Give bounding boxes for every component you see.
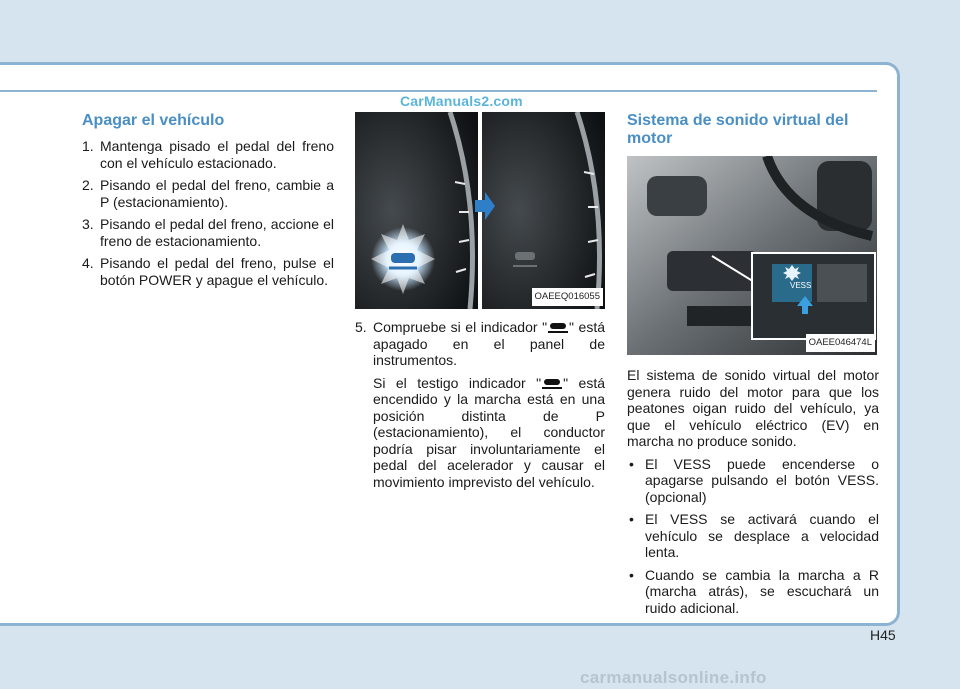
column-vess — [627, 112, 879, 622]
vess-bullet-2: • El VESS se activará cuando el vehículo se desplace a velocidad lenta. — [629, 511, 879, 560]
watermark-top[interactable]: CarManuals2.com — [400, 93, 523, 109]
vess-bullet-3: • Cuando se cambia la marcha a R (marcha atrás), se escuchará un ruido adicional. — [629, 566, 879, 616]
step-1: 1. Mantenga pisado el pedal del freno con el vehículo estacionado. — [82, 138, 334, 171]
step-4: 4. Pisando el pedal del freno, pulse el botón POWER y apague el vehículo. — [82, 255, 334, 288]
car-indicator-icon — [541, 377, 563, 390]
step-5: 5. Compruebe si el indicador " " está apagado en el panel de instrumentos. — [355, 319, 606, 368]
vess-bullet-1: • El VESS puede encenderse o apagarse pulsando el botón VESS. (opcional) — [629, 455, 879, 505]
vess-bullets — [627, 456, 879, 617]
cluster-figure — [355, 112, 605, 309]
step-2: 2. Pisando el pedal del freno, cambie a P (estacionamiento). — [82, 177, 334, 210]
heading-apagar: Apagar el vehículo — [82, 112, 225, 129]
page-number: H45 — [870, 627, 896, 643]
step-3: 3. Pisando el pedal del freno, accione el freno de estacionamiento. — [82, 216, 334, 249]
figure-caption-cluster: OAEEQ016055 — [532, 288, 604, 307]
column-indicator — [355, 112, 605, 496]
figure-caption-dashboard: OAEE046474L — [806, 334, 875, 353]
step-5-note: Si el testigo indicador " " está encendido y la marcha está en una posición distinta de P (estacionamiento), el conductor podría pisar involuntariamente el pedal del acelerador y causar el movimiento imprevisto del vehículo. — [373, 374, 605, 490]
column-apagar — [82, 112, 334, 294]
dashboard-illustration — [627, 156, 877, 355]
header-rule — [0, 90, 877, 92]
dashboard-figure — [627, 156, 877, 355]
vess-intro: El sistema de sonido virtual del motor genera ruido del motor para que los peatones oigan ruido del vehículo, ya que el vehículo eléctrico (EV) en marcha no produce sonido. — [627, 367, 879, 449]
steps-list — [82, 138, 334, 288]
heading-vess: Sistema de sonido virtual del motor — [627, 112, 849, 147]
car-indicator-icon — [547, 321, 569, 334]
watermark-bottom[interactable]: carmanualsonline.info — [580, 668, 767, 687]
cluster-illustration — [355, 112, 605, 309]
vess-button-label: VESS — [790, 281, 812, 290]
